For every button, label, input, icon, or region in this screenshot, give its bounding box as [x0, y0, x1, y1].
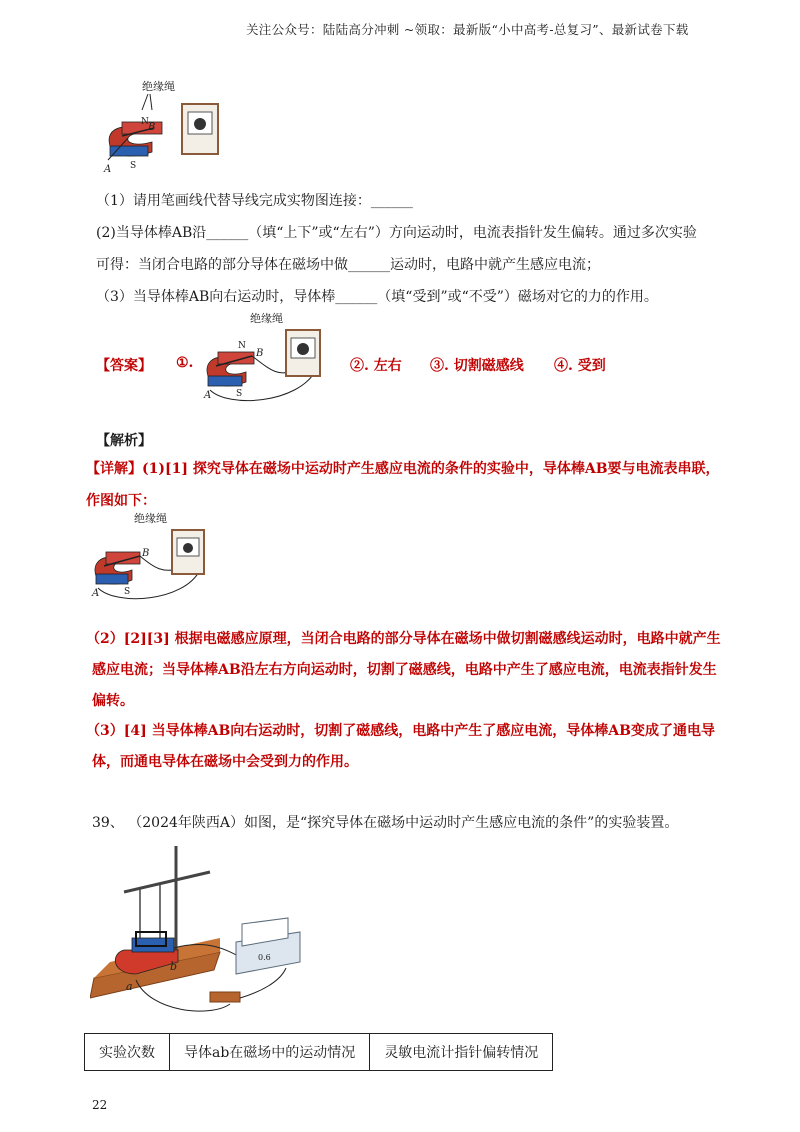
fig2-rope-label: 绝缘绳 — [250, 312, 283, 325]
analysis-2-line3: 偏转。 — [92, 693, 134, 709]
analysis-3-line2: 体，而通电导体在磁场中会受到力的作用。 — [92, 754, 358, 770]
question-2-line1: (2)当导体棒AB沿______（填“上下”或“左右”）方向运动时，电流表指针发生偏转。通过多次实验 — [96, 225, 697, 241]
question-2-line2: 可得：当闭合电路的部分导体在磁场中做______运动时，电路中就产生感应电流； — [96, 257, 600, 273]
analysis-2-line1: （2）[2][3] 根据电磁感应原理，当闭合电路的部分导体在磁场中做切割磁感线运动时，电路中就产生 — [86, 631, 721, 647]
analysis-3-line1: （3）[4] 当导体棒AB向右运动时，切割了磁感线，电路中产生了感应电流，导体棒AB变成了通电导 — [86, 723, 715, 739]
question-1: （1）请用笔画线代替导线完成实物图连接：______ — [96, 193, 413, 209]
fig3-a-label: A — [92, 588, 100, 599]
question-3: （3）当导体棒AB向右运动时，导体棒______（填“受到”或“不受”）磁场对它的力的作用。 — [96, 289, 658, 305]
apparatus-figure-2 — [198, 308, 330, 406]
fig3-b-label: B — [142, 548, 150, 559]
answer-2: ②. 左右 — [350, 358, 402, 374]
page-number: 22 — [92, 1098, 108, 1112]
answer-label: 【答案】 — [96, 358, 152, 374]
fig3-s-label: S — [124, 587, 131, 597]
analysis-1-line1: 【详解】(1)[1] 探究导体在磁场中运动时产生感应电流的条件的实验中，导体棒AB要与电流表串联， — [86, 461, 720, 477]
answer-4: ④. 受到 — [554, 358, 606, 374]
page-header: 关注公众号：陆陆高分冲刺 ~领取：最新版“小中高考-总复习”、最新试卷下载 — [246, 22, 689, 37]
answer-1: ①. — [176, 355, 194, 371]
fig39-scale-label: 0.6 — [258, 953, 271, 962]
table-header-cell: 导体ab在磁场中的运动情况 — [170, 1034, 370, 1071]
analysis-label: 【解析】 — [96, 433, 152, 449]
fig1-a-label: A — [104, 164, 112, 175]
fig1-n-label: N — [141, 117, 149, 127]
apparatus-figure-3 — [88, 510, 214, 604]
fig1-rope-label: 绝缘绳 — [142, 80, 175, 93]
question-39-stem: 39、 （2024年陕西A）如图，是“探究导体在磁场中运动时产生感应电流的条件”的实验装置。 — [92, 815, 679, 831]
apparatus-figure-1 — [86, 80, 236, 176]
fig2-a-label: A — [204, 390, 212, 401]
fig39-b-label: b — [170, 960, 178, 973]
fig2-n-label: N — [238, 341, 246, 351]
analysis-1-line2: 作图如下： — [86, 493, 156, 509]
fig1-b-label: B — [148, 122, 156, 133]
fig2-s-label: S — [236, 389, 243, 399]
table-header-cell: 实验次数 — [85, 1034, 170, 1071]
fig2-b-label: B — [256, 348, 264, 359]
table-header-row — [85, 1034, 553, 1071]
answer-3: ③. 切割磁感线 — [430, 358, 524, 374]
fig3-rope-label: 绝缘绳 — [134, 512, 167, 525]
analysis-2-line2: 感应电流；当导体棒AB沿左右方向运动时，切割了磁感线，电路中产生了感应电流，电流表指针发生 — [92, 662, 717, 678]
table-header-cell: 灵敏电流计指针偏转情况 — [370, 1034, 553, 1071]
experiment-table — [84, 1033, 553, 1071]
fig39-a-label: a — [126, 980, 133, 993]
apparatus-figure-39 — [90, 842, 330, 1022]
fig1-s-label: S — [130, 161, 137, 171]
